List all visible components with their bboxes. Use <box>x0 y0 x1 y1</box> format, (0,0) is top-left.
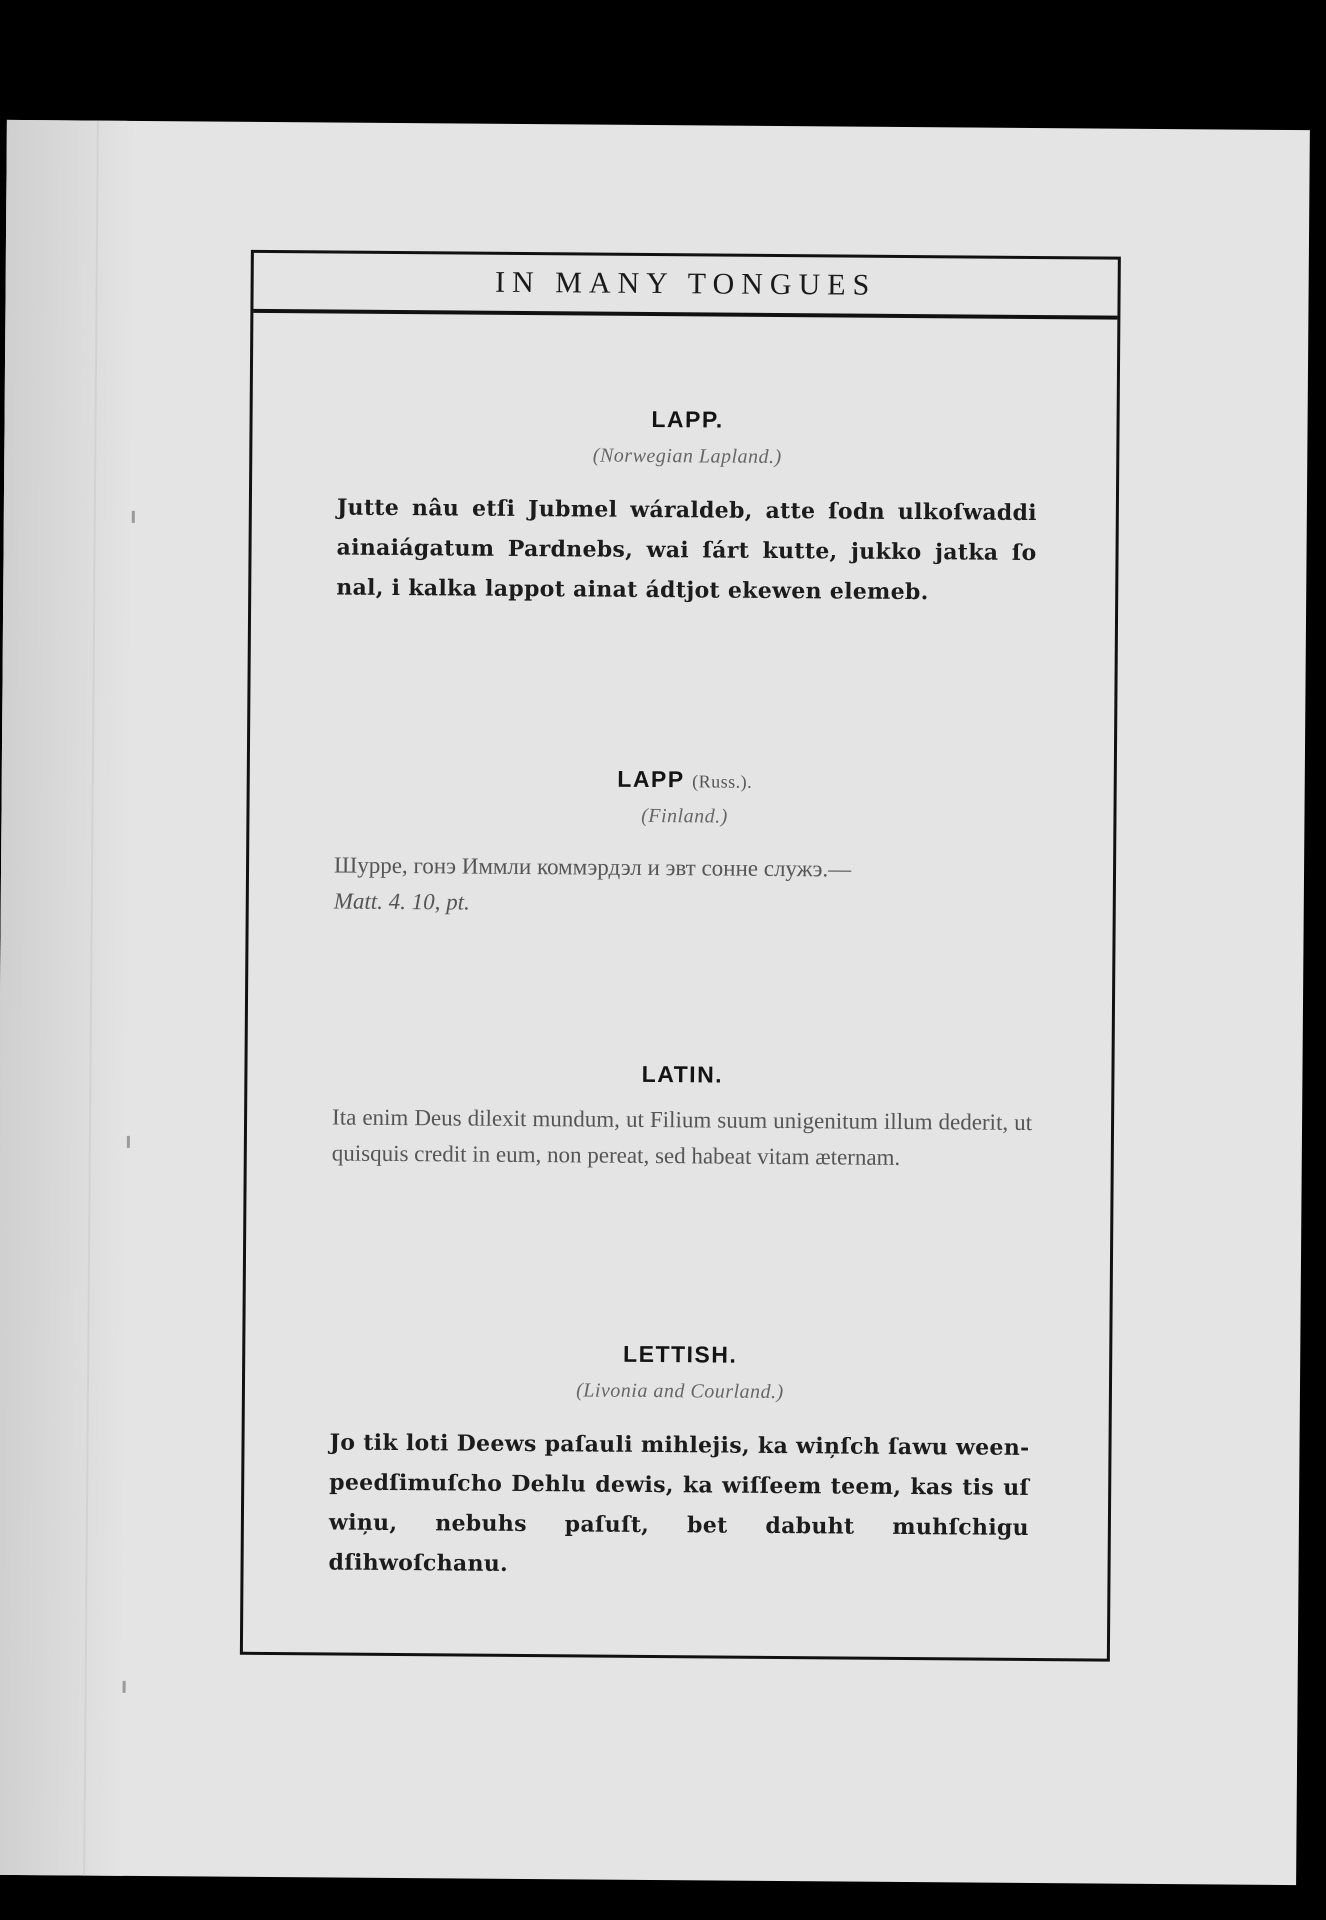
section-heading-text: LATIN. <box>641 1060 724 1088</box>
section-body-text: Ita enim Deus dilexit mundum, ut Filium suum unigenitum illum dederit, ut quisquis credit in eum, non pereat, sed habeat vitam æternam. <box>331 1104 1033 1170</box>
section-body-main: Шурре, гонэ Иммли коммэрдэл и эвт сонне служэ.— <box>333 852 852 882</box>
section-heading <box>335 764 1035 796</box>
book-page <box>0 120 1310 1885</box>
section-lettish <box>328 1338 1030 1587</box>
section-heading-note: (Russ.). <box>692 771 753 792</box>
section-lapp-russian <box>334 764 1035 925</box>
section-lapp-norwegian <box>336 404 1038 613</box>
page-gutter-shadow <box>0 120 137 1876</box>
section-body-text: Jo tik loti Deews paſauli mihlejis, ka wiņſch ſawu ween-peedſimuſcho Dehlu dewis, ka wiſſeem teem, kas tis uſ wiņu, nebuhs paſuſt, bet dabuht muhſchigu dſihwoſchanu. <box>328 1429 1030 1577</box>
page-title: IN MANY TONGUES <box>494 265 877 302</box>
content-frame <box>240 250 1121 1662</box>
section-heading-text: LETTISH. <box>623 1340 738 1368</box>
margin-mark <box>123 1681 126 1693</box>
margin-mark <box>127 1136 130 1148</box>
section-heading <box>332 1058 1032 1090</box>
section-subtitle: (Finland.) <box>641 804 728 828</box>
page-header <box>253 253 1117 320</box>
section-heading-text: LAPP. <box>651 405 724 433</box>
section-citation: Matt. 4. 10, pt. <box>333 888 470 915</box>
margin-mark <box>132 511 135 523</box>
section-latin <box>332 1058 1033 1176</box>
section-subtitle: (Livonia and Courland.) <box>576 1379 784 1404</box>
section-heading <box>337 404 1037 436</box>
section-body-text: Jutte nâu etſi Jubmel wáraldeb, atte ſodn ulkoſwaddi ainaiágatum Pardnebs, wai ſárt kutte, jukko jatka ſo nal, i kalka lappot ainat ádtjot ekewen elemeb. <box>336 494 1037 606</box>
section-subtitle: (Norwegian Lapland.) <box>592 444 782 469</box>
section-heading <box>330 1338 1030 1370</box>
section-body-text <box>334 848 1035 925</box>
section-heading-text: LAPP <box>617 765 685 793</box>
